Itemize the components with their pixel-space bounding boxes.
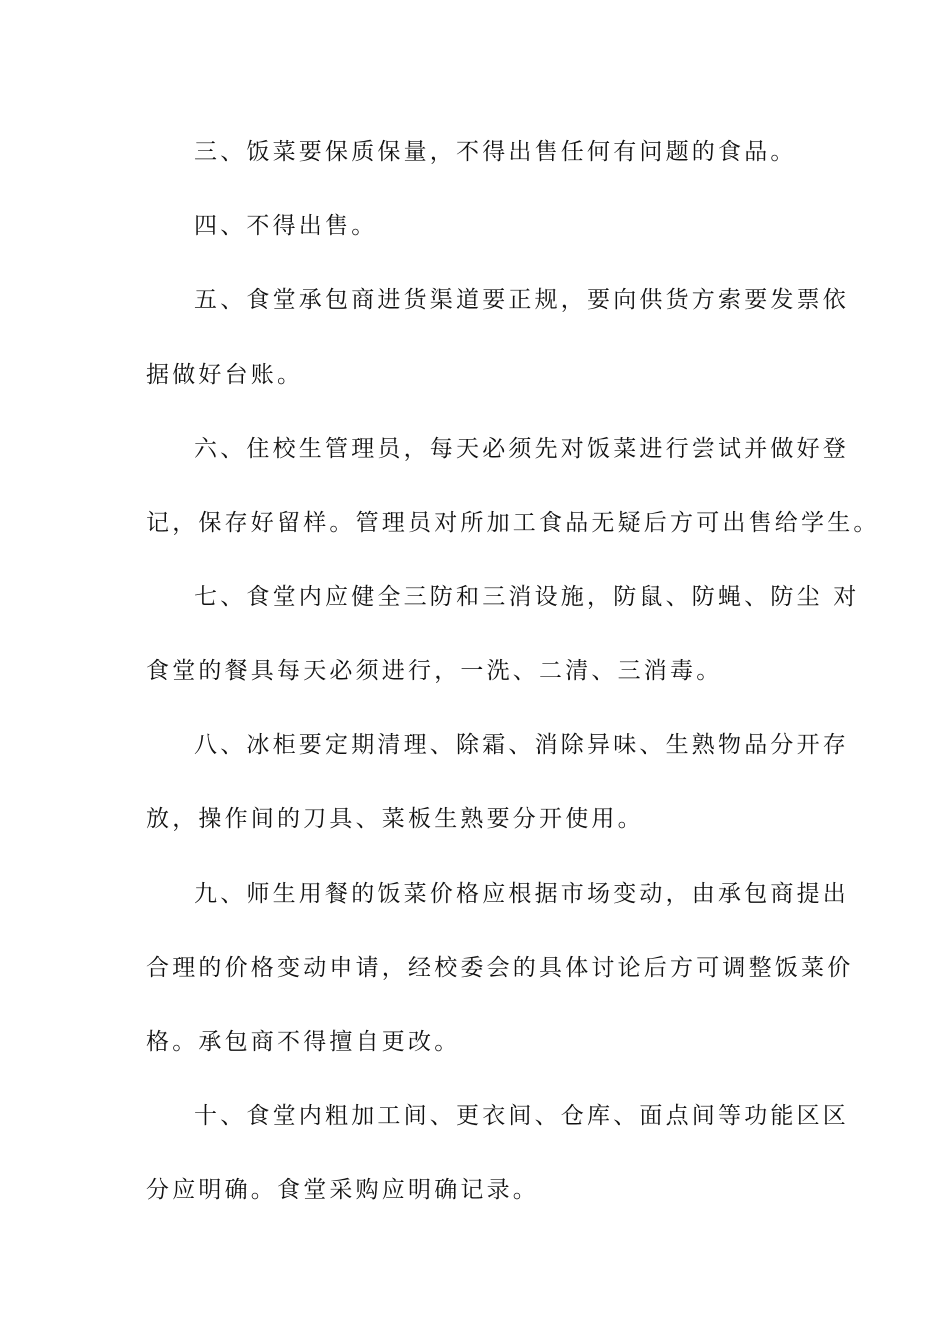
rule-6-line-2: 记，保存好留样。管理员对所加工食品无疑后方可出售给学生。 (146, 510, 880, 536)
rule-8-line-2: 放，操作间的刀具、菜板生熟要分开使用。 (146, 806, 644, 832)
rule-10-line-2: 分应明确。食堂采购应明确记录。 (146, 1177, 539, 1203)
rule-9-line-1: 九、师生用餐的饭菜价格应根据市场变动，由承包商提出 (194, 881, 849, 907)
rule-3-line-1: 三、饭菜要保质保量，不得出售任何有问题的食品。 (194, 139, 797, 165)
rule-6-line-1: 六、住校生管理员，每天必须先对饭菜进行尝试并做好登 (194, 436, 849, 462)
rule-8-line-1: 八、冰柜要定期清理、除霜、消除异味、生熟物品分开存 (194, 732, 849, 758)
rule-10-line-1: 十、食堂内粗加工间、更衣间、仓库、面点间等功能区区 (194, 1103, 849, 1129)
rule-9-line-3: 格。承包商不得擅自更改。 (146, 1029, 461, 1055)
rule-7-line-1: 七、食堂内应健全三防和三消设施，防鼠、防蝇、防尘 对 (194, 584, 860, 610)
rule-7-line-2: 食堂的餐具每天必须进行，一洗、二清、三消毒。 (146, 658, 723, 684)
rule-9-line-2: 合理的价格变动申请，经校委会的具体讨论后方可调整饭菜价 (146, 955, 854, 981)
rule-5-line-1: 五、食堂承包商进货渠道要正规，要向供货方索要发票依 (194, 287, 849, 313)
rule-4-line-1: 四、不得出售。 (194, 213, 378, 239)
rule-5-line-2: 据做好台账。 (146, 362, 304, 388)
